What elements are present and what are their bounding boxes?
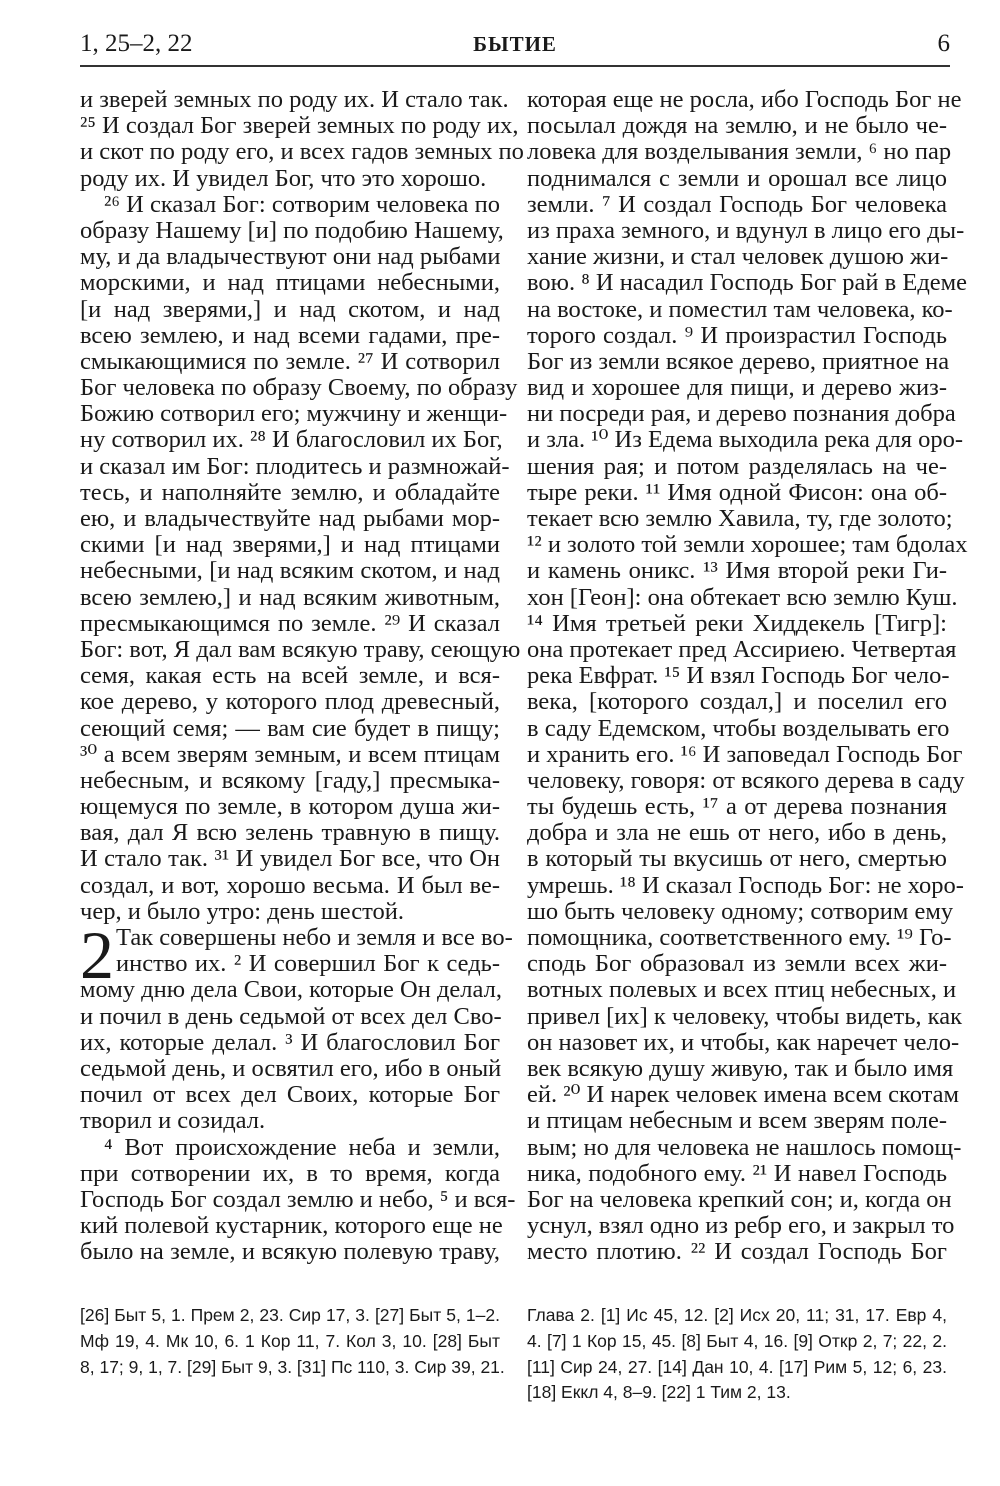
- text-line: морскими, и над птицами небесными,: [80, 269, 500, 297]
- text-line: сеющий семя; — вам сие будет в пищу;: [80, 714, 500, 742]
- text-line: ею, и владычествуйте над рыбами мор-: [80, 505, 500, 532]
- text-line: смыкающимися по земле. ²⁷ И сотворил: [80, 347, 500, 375]
- text-line: сподь Бог образовал из земли всех жи-: [527, 950, 947, 978]
- text-line: хание жизни, и стал человек душою жи-: [527, 243, 949, 271]
- text-line: поднимался с земли и орошал все лицо: [527, 164, 947, 192]
- text-line: он назовет их, и чтобы, как наречет чело-: [527, 1028, 960, 1056]
- footnote-line: [11] Сир 24, 27. [14] Дан 10, 4. [17] Рим 5, 12; 6, 23.: [527, 1356, 947, 1377]
- book-title: БЫТИЕ: [473, 32, 557, 56]
- text-line: [и над зверями,] и над скотом, и над: [80, 295, 500, 323]
- text-line: Божию сотворил его; мужчину и женщи-: [80, 400, 508, 428]
- text-line: и зла. ¹⁰ Из Едема выходила река для оро-: [527, 426, 964, 454]
- text-line: всею землею,] и над всяким животным,: [80, 583, 500, 611]
- text-line: которая еще не росла, ибо Господь Бог не: [527, 86, 962, 113]
- text-line: она протекает пред Ассириею. Четвертая: [527, 635, 957, 663]
- text-line: вотных полевых и всех птиц небесных, и: [527, 976, 957, 1004]
- text-line: кий полевой кустарник, которого еще не: [80, 1212, 503, 1240]
- text-line: и сказал им Бог: плодитесь и размножай-: [80, 452, 510, 480]
- text-line: и птицам небесным и всем зверям поле-: [527, 1107, 947, 1135]
- text-line: из праха земного, и вдунул в лицо его ды-: [527, 216, 965, 244]
- text-line: образу Нашему [и] по подобию Нашему,: [80, 216, 504, 244]
- text-line: мому дню дела Свои, которые Он делал,: [80, 976, 502, 1004]
- footnotes-right: [527, 1303, 947, 1406]
- text-line: и зверей земных по роду их. И стало так.: [80, 86, 509, 113]
- chapter-number-dropcap: 2: [80, 917, 114, 993]
- text-line: века, [которого создал,] и поселил его: [527, 688, 947, 716]
- text-line: ¹² и золото той земли хорошее; там бдолах: [527, 531, 968, 559]
- text-line: ни посреди рая, и дерево познания добра: [527, 400, 956, 428]
- text-line: кое дерево, у которого плод древесный,: [80, 688, 500, 716]
- footnote-line: [18] Еккл 4, 8–9. [22] 1 Тим 2, 13.: [527, 1382, 791, 1403]
- text-line: в саду Едемском, чтобы возделывать его: [527, 714, 950, 742]
- text-line: ты будешь есть, ¹⁷ а от дерева познания: [527, 793, 947, 821]
- text-line: вым; но для человека не нашлось помощ-: [527, 1133, 962, 1161]
- text-line: ющемуся по земле, в котором душа жи-: [80, 793, 500, 821]
- text-line: и скот по роду его, и всех гадов земных по: [80, 138, 524, 166]
- text-line: ²⁶ И сказал Бог: сотворим человека по: [104, 190, 500, 218]
- page-number: 6: [937, 30, 950, 57]
- chapter-verse-range: 1, 25–2, 22: [80, 30, 193, 57]
- text-line: текает всю землю Хавила, ту, где золото;: [527, 505, 953, 532]
- text-line: в который ты вкусишь от него, смертью: [527, 845, 947, 873]
- text-line: шо быть человеку одному; сотворим ему: [527, 897, 954, 925]
- text-line: было на земле, и всякую полевую траву,: [80, 1238, 500, 1266]
- left-column: [80, 86, 524, 1266]
- text-line: му, и да владычествуют они над рыбами: [80, 243, 501, 271]
- text-line: небесным, и всякому [гаду,] пресмыка-: [80, 766, 500, 794]
- text-line: ²⁵ И создал Бог зверей земных по роду их,: [80, 112, 519, 140]
- footnotes-left: [80, 1303, 505, 1380]
- text-line: человеку, говоря: от всякого дерева в саду: [527, 766, 965, 794]
- text-line: при сотворении их, в то время, когда: [80, 1159, 500, 1187]
- text-line: ловека для возделывания земли, ⁶ но пар: [527, 138, 952, 166]
- text-line: всею землею, и над всеми гадами, пре-: [80, 321, 500, 349]
- text-line: ну сотворил их. ²⁸ И благословил их Бог,: [80, 426, 503, 454]
- text-line: век всякую душу живую, так и было имя: [527, 1054, 954, 1082]
- footnote-line: 8, 17; 9, 1, 7. [29] Быт 9, 3. [31] Пс 110, 3. Сир 39, 21.: [80, 1356, 505, 1377]
- text-line: их, которые делал. ³ И благословил Бог: [80, 1028, 500, 1056]
- text-line: вид и хорошее для пищи, и дерево жиз-: [527, 374, 947, 402]
- text-line: Бог: вот, Я дал вам всякую траву, сеющую: [80, 635, 521, 663]
- text-line: чер, и было утро: день шестой.: [80, 897, 404, 925]
- text-line: торого создал. ⁹ И произрастил Господь: [527, 321, 947, 349]
- text-line: умрешь. ¹⁸ И сказал Господь Бог: не хоро-: [527, 871, 964, 899]
- paragraph-chapter-2-cont: [80, 977, 500, 1134]
- text-line: место плотию. ²² И создал Господь Бог: [527, 1238, 947, 1266]
- text-line: земли. ⁷ И создал Господь Бог человека: [527, 190, 947, 218]
- right-column: [527, 86, 968, 1266]
- text-line: шения рая; и потом разделялась на че-: [527, 452, 947, 480]
- text-line: И стало так. ³¹ И увидел Бог все, что Он: [80, 845, 500, 873]
- text-line: седьмой день, и освятил его, ибо в оный: [80, 1054, 502, 1082]
- text-line: почил от всех дел Своих, которые Бог: [80, 1081, 500, 1109]
- paragraph-verse-4: [80, 1133, 516, 1266]
- paragraph-verse-25: [80, 86, 524, 192]
- text-line: привел [их] к человеку, чтобы видеть, как: [527, 1002, 962, 1030]
- text-line: посылал дождя на землю, и не было че-: [527, 112, 947, 140]
- text-line: вою. ⁸ И насадил Господь Бог рай в Едеме: [527, 269, 968, 297]
- text-line: семя, какая есть на всей земле, и вся-: [80, 662, 500, 690]
- text-line: ¹⁴ Имя третьей реки Хиддекель [Тигр]:: [527, 609, 947, 637]
- footnote-line: Глава 2. [1] Ис 45, 12. [2] Исх 20, 11; 31, 17. Евр 4,: [527, 1305, 947, 1325]
- text-line: Бог на человека крепкий сон; и, когда он: [527, 1185, 952, 1213]
- header-rule: [80, 65, 950, 67]
- text-line: тесь, и наполняйте землю, и обладайте: [80, 478, 500, 506]
- text-line: Господь Бог создал землю и небо, ⁵ и вся-: [80, 1185, 516, 1213]
- text-line: небесными, [и над всяким скотом, и над: [80, 557, 500, 585]
- footnote-line: Мф 19, 4. Мк 10, 6. 1 Кор 11, 7. Кол 3, 10. [28] Быт: [80, 1330, 500, 1351]
- text-line: и камень оникс. ¹³ Имя второй реки Ги-: [527, 557, 947, 585]
- text-line: уснул, взял одно из ребр его, и закрыл то: [527, 1212, 955, 1240]
- text-line: Так совершены небо и земля и все во-: [116, 924, 513, 951]
- text-line: ей. ²⁰ И нарек человек имена всем скотам: [527, 1081, 960, 1109]
- text-line: вая, дал Я всю зелень травную в пищу.: [80, 819, 500, 847]
- text-line: ⁴ Вот происхождение неба и земли,: [104, 1133, 500, 1161]
- text-line: инство их. ² И совершил Бог к седь-: [116, 950, 500, 978]
- text-line: Бог из земли всякое дерево, приятное на: [527, 347, 950, 375]
- paragraph-verse-26: [80, 190, 521, 925]
- text-line: и хранить его. ¹⁶ И заповедал Господь Бог: [527, 740, 963, 768]
- text-line: роду их. И увидел Бог, что это хорошо.: [80, 164, 487, 192]
- text-line: на востоке, и поместил там человека, ко-: [527, 295, 953, 323]
- running-header: [80, 30, 950, 64]
- text-line: творил и созидал.: [80, 1107, 266, 1135]
- text-line: хон [Геон]: она обтекает всю землю Куш.: [527, 583, 958, 611]
- text-line: ³⁰ а всем зверям земным, и всем птицам: [80, 740, 500, 768]
- text-line: и почил в день седьмой от всех дел Сво-: [80, 1002, 502, 1030]
- text-line: Бог человека по образу Своему, по образу: [80, 374, 518, 402]
- footnote-line: 4. [7] 1 Кор 15, 45. [8] Быт 4, 16. [9] Откр 2, 7; 22, 2.: [527, 1330, 947, 1351]
- chapter-2-first-lines: [80, 924, 513, 978]
- text-line: помощника, соответственного ему. ¹⁹ Го-: [527, 924, 952, 951]
- text-line: ника, подобного ему. ²¹ И навел Господь: [527, 1159, 947, 1187]
- text-line: пресмыкающимся по земле. ²⁹ И сказал: [80, 609, 500, 637]
- footnote-line: [26] Быт 5, 1. Прем 2, 23. Сир 17, 3. [27] Быт 5, 1–2.: [80, 1305, 500, 1325]
- text-line: река Евфрат. ¹⁵ И взял Господь Бог чело-: [527, 662, 950, 690]
- text-line: добра и зла не ешь от него, ибо в день,: [527, 819, 947, 847]
- text-line: создал, и вот, хорошо весьма. И был ве-: [80, 871, 500, 899]
- text-line: скими [и над зверями,] и над птицами: [80, 531, 500, 559]
- text-line: тыре реки. ¹¹ Имя одной Фисон: она об-: [527, 478, 947, 506]
